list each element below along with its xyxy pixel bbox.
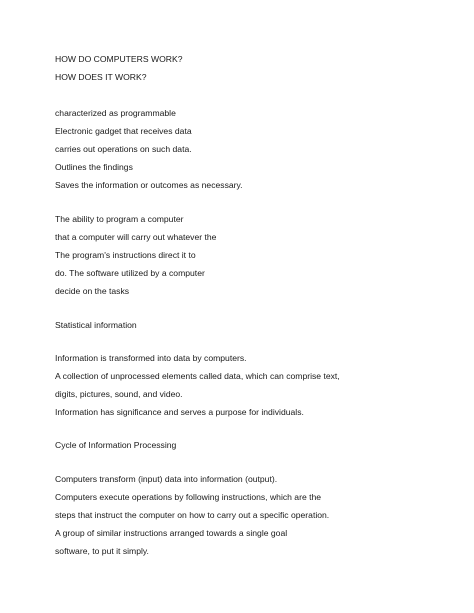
doc-line: A collection of unprocessed elements called data, which can comprise text, <box>55 371 340 381</box>
section-heading: Cycle of Information Processing <box>55 440 177 450</box>
doc-line: software, to put it simply. <box>55 546 149 556</box>
doc-line: decide on the tasks <box>55 286 130 296</box>
doc-line: characterized as programmable <box>55 108 176 118</box>
doc-line: The ability to program a computer <box>55 214 184 224</box>
doc-line: Information has significance and serves a purpose for individuals. <box>55 407 304 417</box>
section-heading: Statistical information <box>55 320 137 330</box>
doc-title: HOW DO COMPUTERS WORK? <box>55 54 183 64</box>
doc-line: A group of similar instructions arranged towards a single goal <box>55 528 288 538</box>
doc-subtitle: HOW DOES IT WORK? <box>55 72 147 82</box>
doc-line: digits, pictures, sound, and video. <box>55 389 183 399</box>
doc-line: Computers execute operations by following instructions, which are the <box>55 492 322 502</box>
doc-line: steps that instruct the computer on how to carry out a specific operation. <box>55 510 330 520</box>
doc-line: Saves the information or outcomes as necessary. <box>55 180 243 190</box>
doc-line: do. The software utilized by a computer <box>55 268 205 278</box>
doc-line: The program's instructions direct it to <box>55 250 196 260</box>
doc-line: Computers transform (input) data into information (output). <box>55 474 278 484</box>
doc-line: Outlines the findings <box>55 162 133 172</box>
doc-line: Information is transformed into data by computers. <box>55 353 247 363</box>
doc-line: carries out operations on such data. <box>55 144 192 154</box>
doc-line: that a computer will carry out whatever the <box>55 232 217 242</box>
doc-line: Electronic gadget that receives data <box>55 126 192 136</box>
